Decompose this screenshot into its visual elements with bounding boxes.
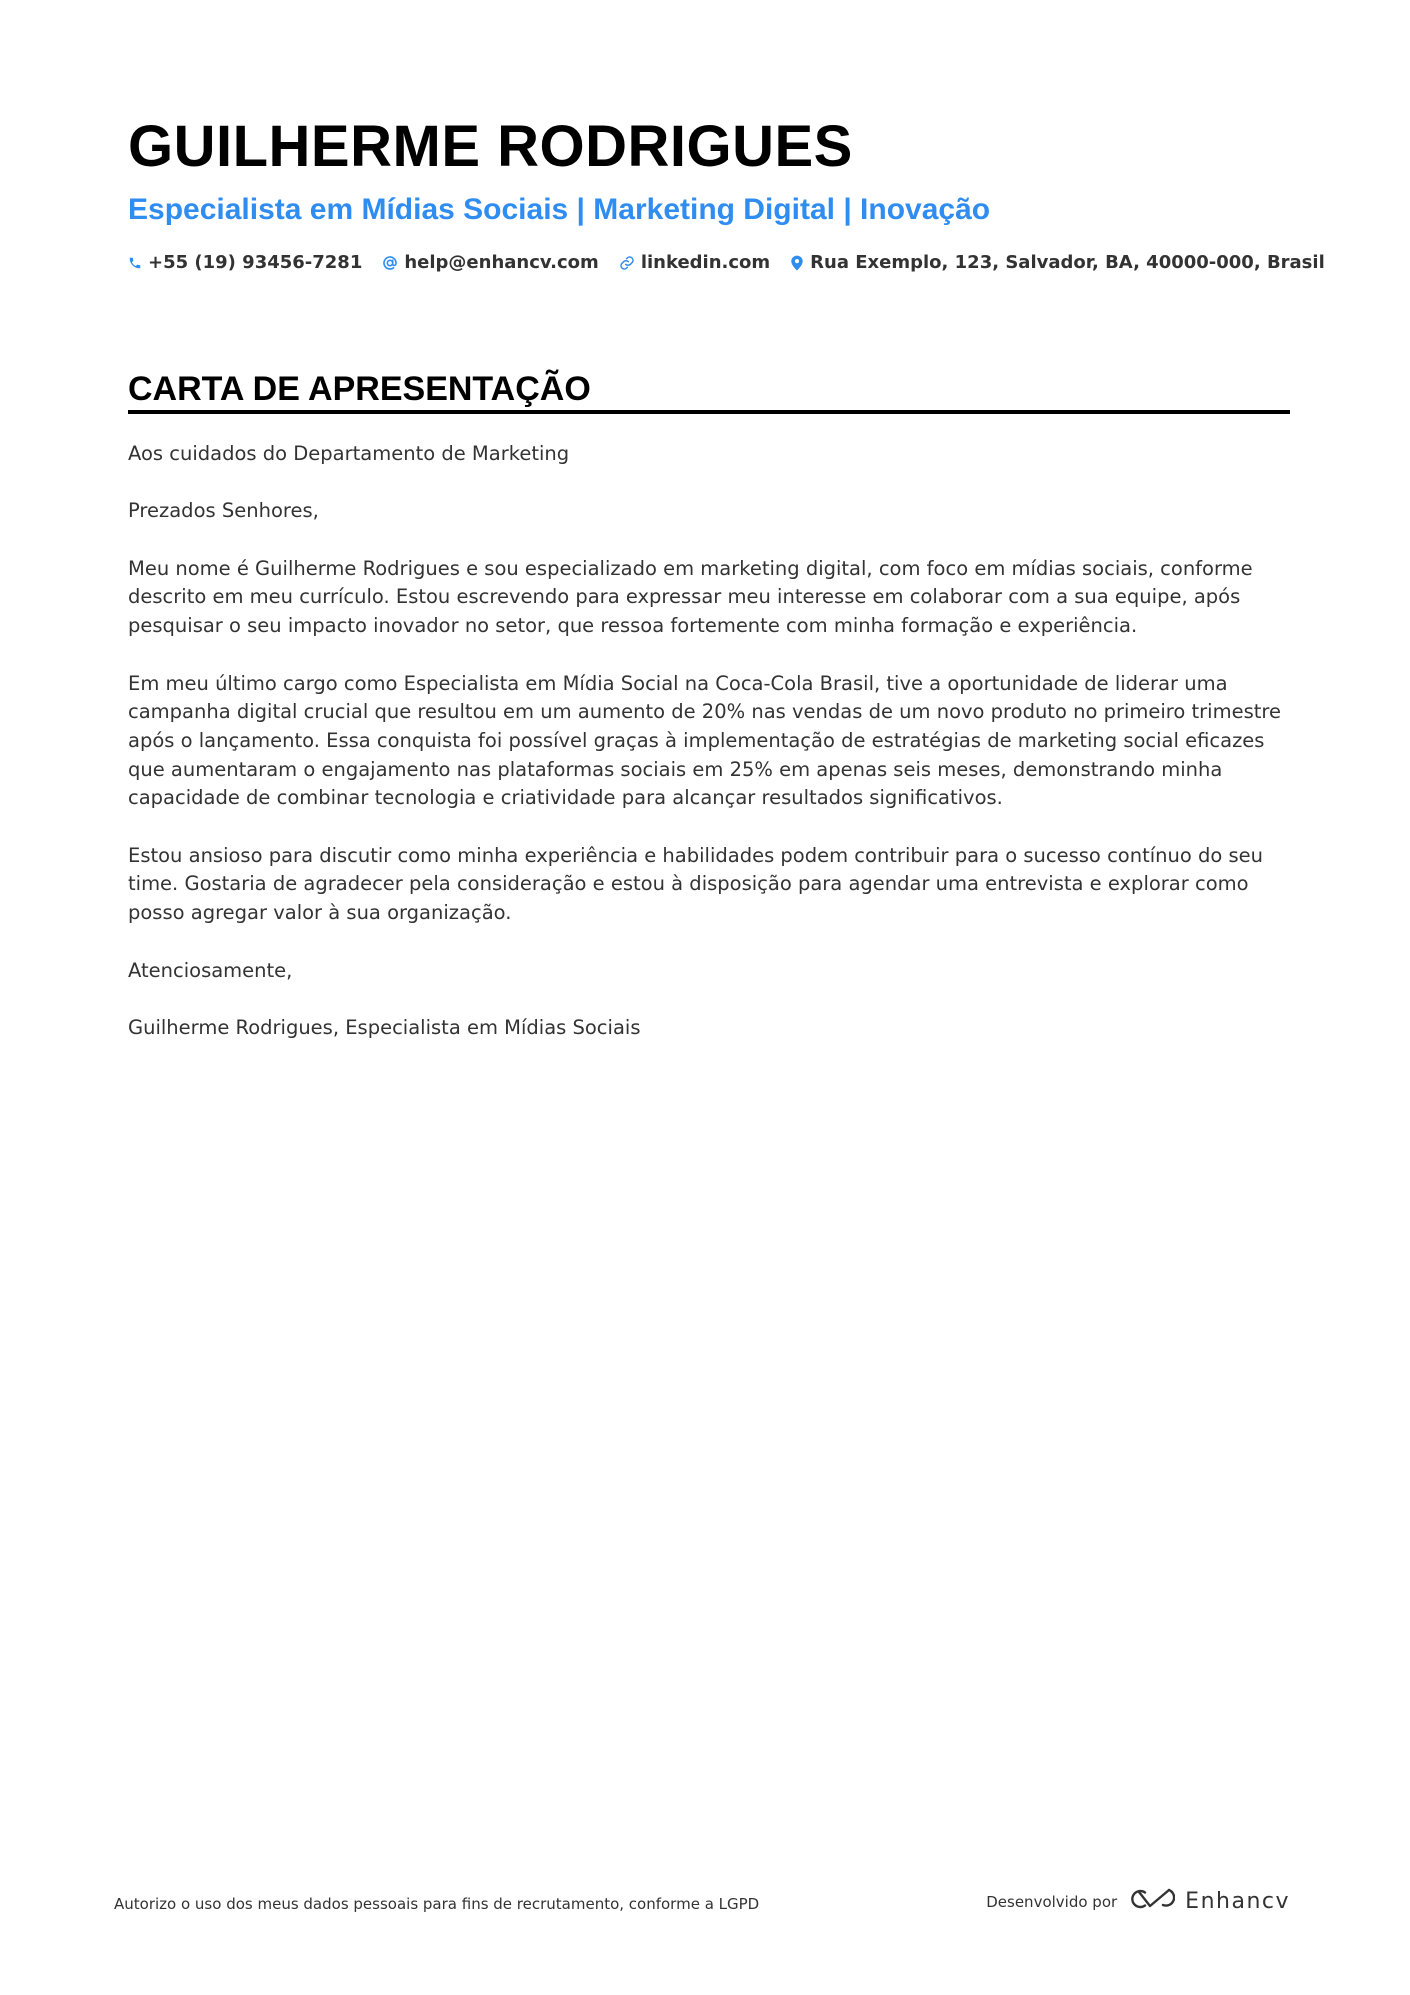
candidate-name: GUILHERME RODRIGUES [128,114,853,179]
brand-logo [1129,1886,1290,1917]
letter-closing: Atenciosamente, [128,958,293,982]
link-icon [619,255,635,271]
letter-salutation: Prezados Senhores, [128,499,319,523]
powered-by[interactable] [986,1886,1290,1917]
contact-address [790,252,1325,273]
email-text: help@enhancv.com [404,252,599,273]
candidate-headline: Especialista em Mídias Sociais | Marketing Digital | Inovação [128,193,991,226]
consent-note: Autorizo o uso dos meus dados pessoais para fins de recrutamento, conforme a LGPD [114,1895,760,1913]
section-title: CARTA DE APRESENTAÇÃO [128,370,591,408]
section-divider [128,410,1290,414]
phone-text: +55 (19) 93456-7281 [148,252,363,273]
contact-bar [128,252,1325,273]
letter-body [128,440,1290,1071]
phone-icon [128,256,142,270]
letter-paragraph: Meu nome é Guilherme Rodrigues e sou especializado em marketing digital, com foco em mídias sociais, conforme descrito em meu currículo. Estou escrevendo para expressar meu interesse em colaborar com a sua equipe, após pesquisar o seu impacto inovador no setor, que ressoa fortemente com minha formação e experiência. [128,556,1253,638]
brand-name: Enhancv [1185,1889,1290,1914]
letter-paragraph: Em meu último cargo como Especialista em Mídia Social na Coca-Cola Brasil, tive a oportunidade de liderar uma campanha digital crucial que resultou em um aumento de 20% nas vendas de um novo produto no primeiro trimestre após o lançamento. Essa conquista foi possível graças à implementação de estratégias de marketing social eficazes que aumentaram o engajamento nas plataformas sociais em 25% em apenas seis meses, demonstrando minha capacidade de combinar tecnologia e criatividade para alcançar resultados significativos. [128,671,1281,810]
letter-paragraph: Estou ansioso para discutir como minha experiência e habilidades podem contribuir para o sucesso contínuo do seu time. Gostaria de agradecer pela consideração e estou à disposição para agendar uma entrevista e explorar como posso agregar valor à sua organização. [128,843,1264,925]
enhancv-logo-icon [1129,1886,1175,1917]
map-pin-icon [790,255,804,271]
letter-signature: Guilherme Rodrigues, Especialista em Mídias Sociais [128,1015,641,1039]
address-text: Rua Exemplo, 123, Salvador, BA, 40000-000, Brasil [810,252,1325,273]
at-icon [382,255,398,271]
contact-phone[interactable] [128,252,362,273]
letter-recipient: Aos cuidados do Departamento de Marketing [128,442,570,465]
linkedin-text: linkedin.com [640,252,771,273]
powered-by-label: Desenvolvido por [986,1892,1118,1911]
contact-email[interactable] [382,252,598,273]
contact-linkedin[interactable] [619,252,770,273]
